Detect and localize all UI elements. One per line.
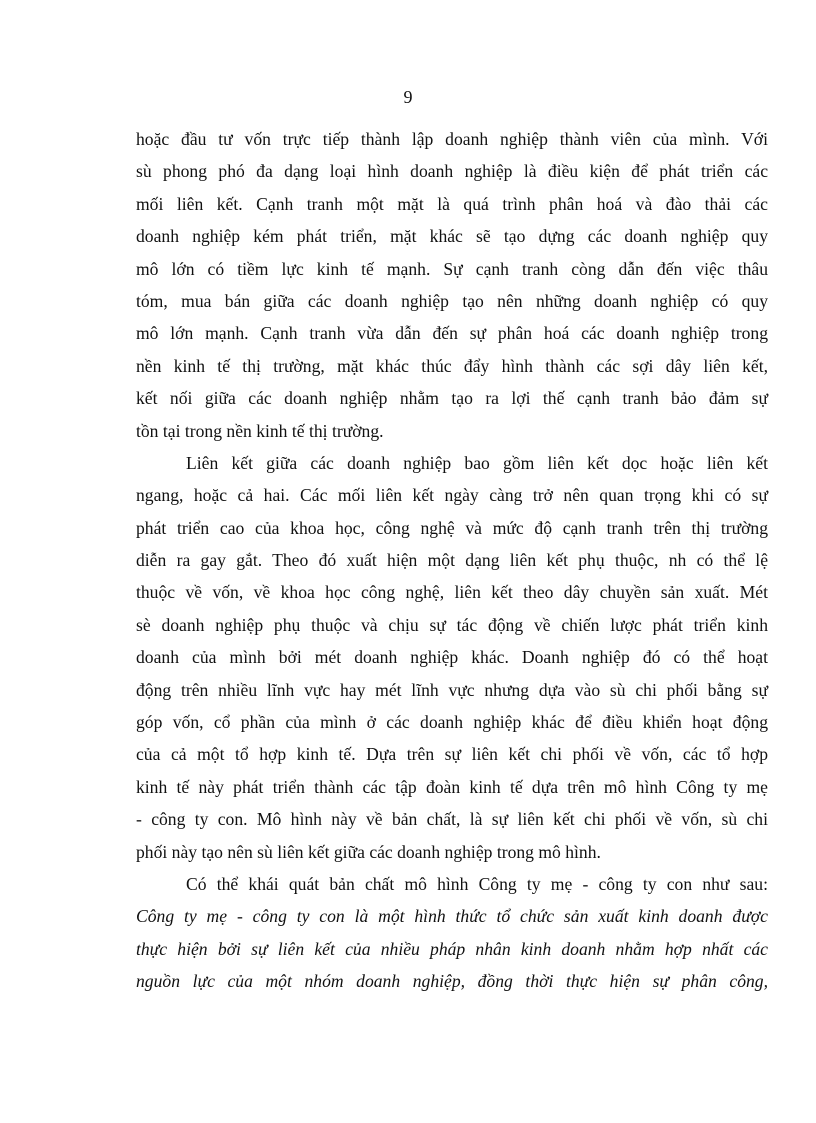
- text-line: thực hiện bởi sự liên kết của nhiều pháp nhân kinh doanh nhằm hợp nhất các: [136, 938, 768, 959]
- text-line: nền kinh tế thị trường, mặt khác thúc đẩy hình thành các sợi dây liên kết,: [136, 355, 768, 376]
- text-line: hoặc đầu tư vốn trực tiếp thành lập doanh nghiệp thành viên của mình. Với: [136, 129, 768, 149]
- text-line: góp vốn, cổ phần của mình ở các doanh nghiệp khác để điều khiển hoạt động: [136, 712, 768, 733]
- text-line: của cả một tổ hợp kinh tế. Dựa trên sự liên kết chi phối về vốn, các tổ hợp: [136, 744, 768, 765]
- text-line: phát triển cao của khoa học, công nghệ và mức độ cạnh tranh trên thị trường: [136, 517, 768, 538]
- text-line: động trên nhiều lĩnh vực hay mét lĩnh vực nhưng dựa vào sù chi phối bằng sự: [136, 679, 768, 700]
- text-line: kinh tế này phát triển thành các tập đoàn kinh tế dựa trên mô hình Công ty mẹ: [136, 776, 768, 797]
- text-line: doanh của mình bởi mét doanh nghiệp khác. Doanh nghiệp đó có thể hoạt: [136, 647, 768, 668]
- text-line: ngang, hoặc cả hai. Các mối liên kết ngày càng trở nên quan trọng khi có sự: [136, 485, 768, 506]
- text-line: sù phong phó đa dạng loại hình doanh nghiệp là điều kiện để phát triển các: [136, 161, 768, 182]
- text-line: diễn ra gay gắt. Theo đó xuất hiện một dạng liên kết phụ thuộc, nh có thể lệ: [136, 550, 768, 571]
- text-line: Liên kết giữa các doanh nghiệp bao gồm liên kết dọc hoặc liên kết: [186, 452, 768, 473]
- text-line: mô lớn mạnh. Cạnh tranh vừa dẫn đến sự phân hoá các doanh nghiệp trong: [136, 323, 768, 344]
- text-line: kết nối giữa các doanh nghiệp nhằm tạo ra lợi thế cạnh tranh bảo đảm sự: [136, 388, 768, 409]
- text-line: nguồn lực của một nhóm doanh nghiệp, đồng thời thực hiện sự phân công,: [136, 971, 768, 992]
- text-line: sè doanh nghiệp phụ thuộc và chịu sự tác động về chiến lược phát triển kinh: [136, 614, 768, 635]
- text-line: doanh nghiệp kém phát triển, mặt khác sẽ tạo dựng các doanh nghiệp quy: [136, 226, 768, 247]
- body-text: [136, 123, 768, 998]
- text-line: tồn tại trong nền kinh tế thị trường.: [136, 420, 384, 441]
- text-line: Công ty mẹ - công ty con là một hình thức tổ chức sản xuất kinh doanh được: [136, 906, 768, 927]
- text-line: mô lớn có tiềm lực kinh tế mạnh. Sự cạnh tranh còng dẫn đến việc thâu: [136, 258, 768, 279]
- text-line: tóm, mua bán giữa các doanh nghiệp tạo nên những doanh nghiệp có quy: [136, 290, 768, 311]
- text-line: mối liên kết. Cạnh tranh một mặt là quá trình phân hoá và đào thải các: [136, 193, 768, 214]
- text-line: Có thể khái quát bản chất mô hình Công ty mẹ - công ty con như sau:: [186, 873, 768, 894]
- text-line: - công ty con. Mô hình này về bản chất, là sự liên kết chi phối về vốn, sù chi: [136, 809, 768, 830]
- text-line: phối này tạo nên sù liên kết giữa các doanh nghiệp trong mô hình.: [136, 841, 601, 862]
- text-line: thuộc về vốn, về khoa học công nghệ, liên kết theo dây chuyền sản xuất. Mét: [136, 582, 768, 603]
- page-number: 9: [403, 87, 413, 107]
